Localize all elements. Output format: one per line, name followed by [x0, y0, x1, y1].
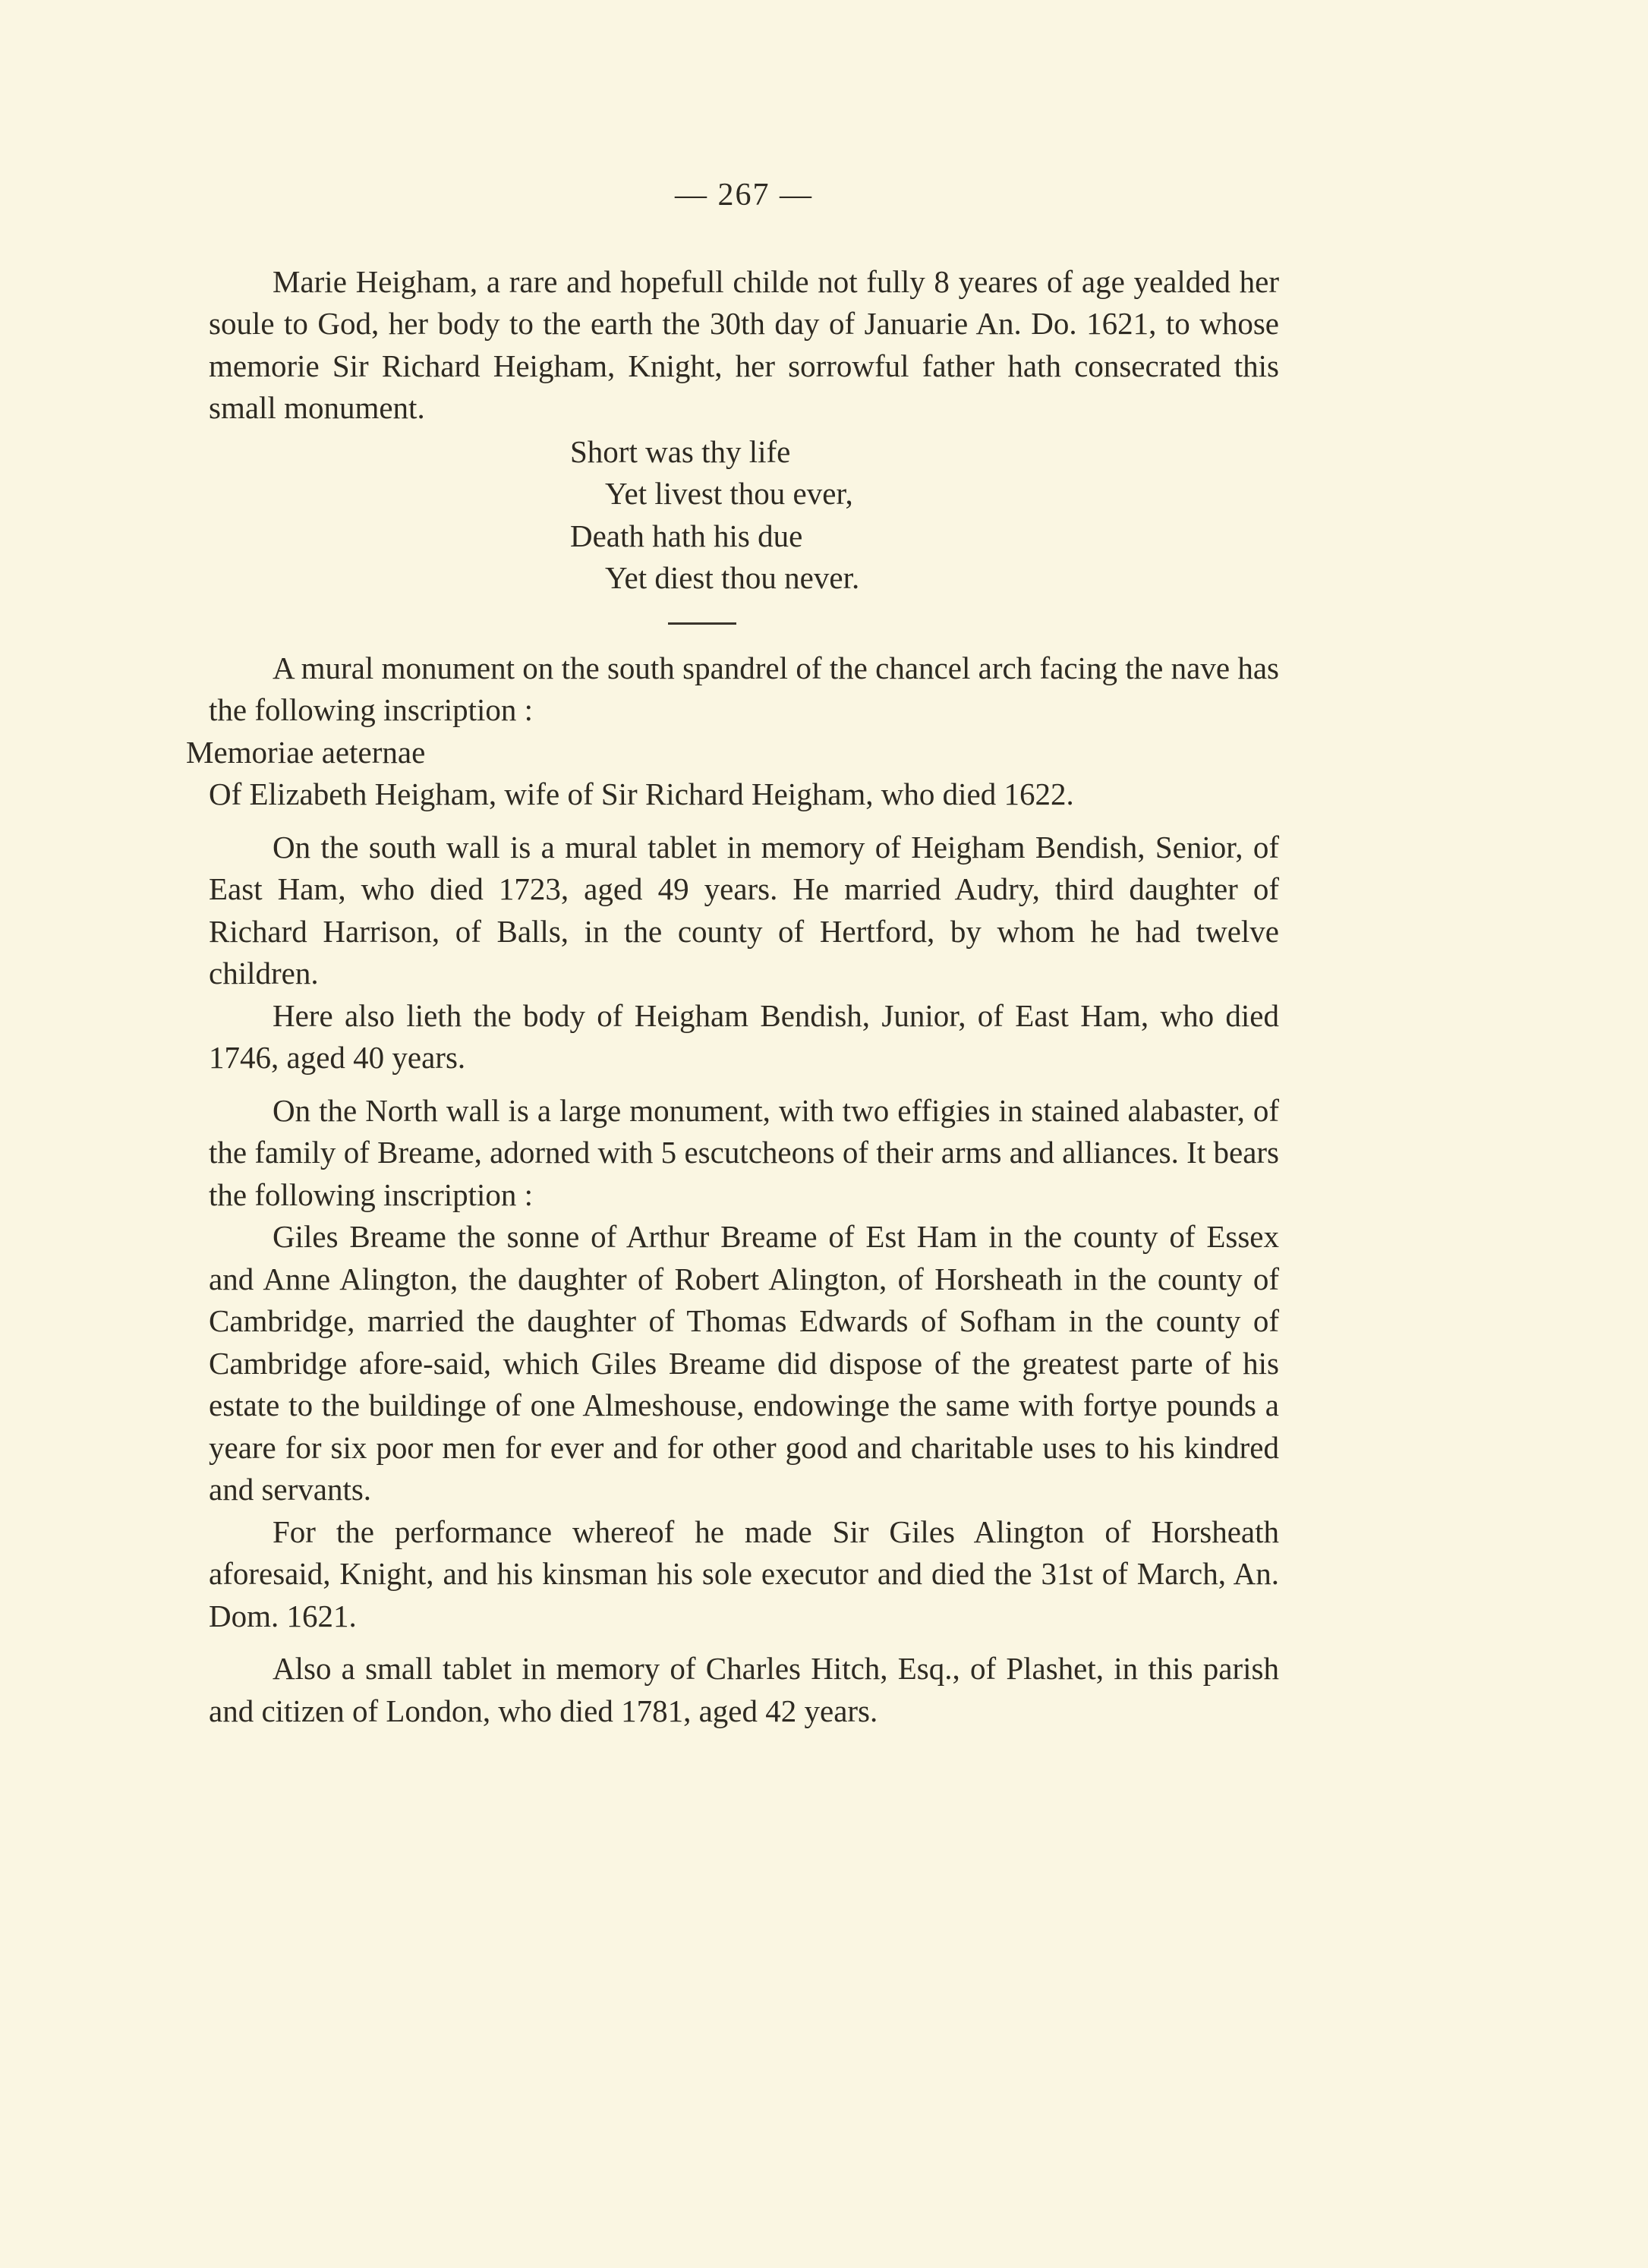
page-content	[186, 175, 1279, 1732]
section-divider	[668, 622, 736, 625]
verse-line-4: Yet diest thou never.	[605, 560, 860, 595]
verse-line-2: Yet livest thou ever,	[605, 476, 853, 511]
page-number: — 267 —	[675, 178, 813, 213]
inscription-memoriae: Memoriae aeternae	[186, 734, 426, 770]
paragraph-charles-hitch: Also a small tablet in memory of Charles Hitch, Esq., of Plashet, in this parish and citizen of London, who died 1781, aged 42 years.	[209, 1651, 1279, 1728]
inscription-elizabeth: Of Elizabeth Heigham, wife of Sir Richard Heigham, who died 1622.	[209, 776, 1074, 811]
paragraph-mural-monument: A mural monument on the south spandrel of the chancel arch facing the nave has the following inscription :	[209, 650, 1279, 727]
paragraph-giles-breame: Giles Breame the sonne of Arthur Breame of Est Ham in the county of Essex and Anne Alington, the daughter of Robert Alington, of Horsheath in the county of Cambridge, married the daughter of Thomas Edwards of Sofham in the county of Cambridge afore-said, which Giles Breame did dispose of the greatest parte of his estate to the buildinge of one Almeshouse, endowinge the same with fortye pounds a yeare for six poor men for ever and for other good and charitable uses to his kindred and servants.	[209, 1219, 1279, 1507]
verse-line-1: Short was thy life	[570, 433, 791, 469]
paragraph-bendish-junior: Here also lieth the body of Heigham Bendish, Junior, of East Ham, who died 1746, aged 40 years.	[209, 997, 1279, 1075]
paragraph-bendish-senior: On the south wall is a mural tablet in memory of Heigham Bendish, Senior, of East Ham, who died 1723, aged 49 years. He married Audry, third daughter of Richard Harrison, of Balls, in the county of Hertford, by whom he had twelve children.	[209, 829, 1279, 991]
paragraph-north-wall: On the North wall is a large monument, with two effigies in stained alabaster, of the family of Breame, adorned with 5 escutcheons of their arms and alliances. It bears the following inscription :	[209, 1092, 1279, 1212]
verse-line-3: Death hath his due	[570, 518, 803, 553]
paragraph-marie-heigham: Marie Heigham, a rare and hopefull childe not fully 8 yeares of age yealded her soule to God, her body to the earth the 30th day of Januarie An. Do. 1621, to whose memorie Sir Richard Heigham, Knight, her sorrowful father hath consecrated this small monument.	[209, 263, 1279, 425]
epitaph-verse	[570, 431, 1279, 600]
paragraph-performance: For the performance whereof he made Sir Giles Alington of Horsheath aforesaid, Knight, and his kinsman his sole executor and died the 31st of March, An. Dom. 1621.	[209, 1514, 1279, 1633]
